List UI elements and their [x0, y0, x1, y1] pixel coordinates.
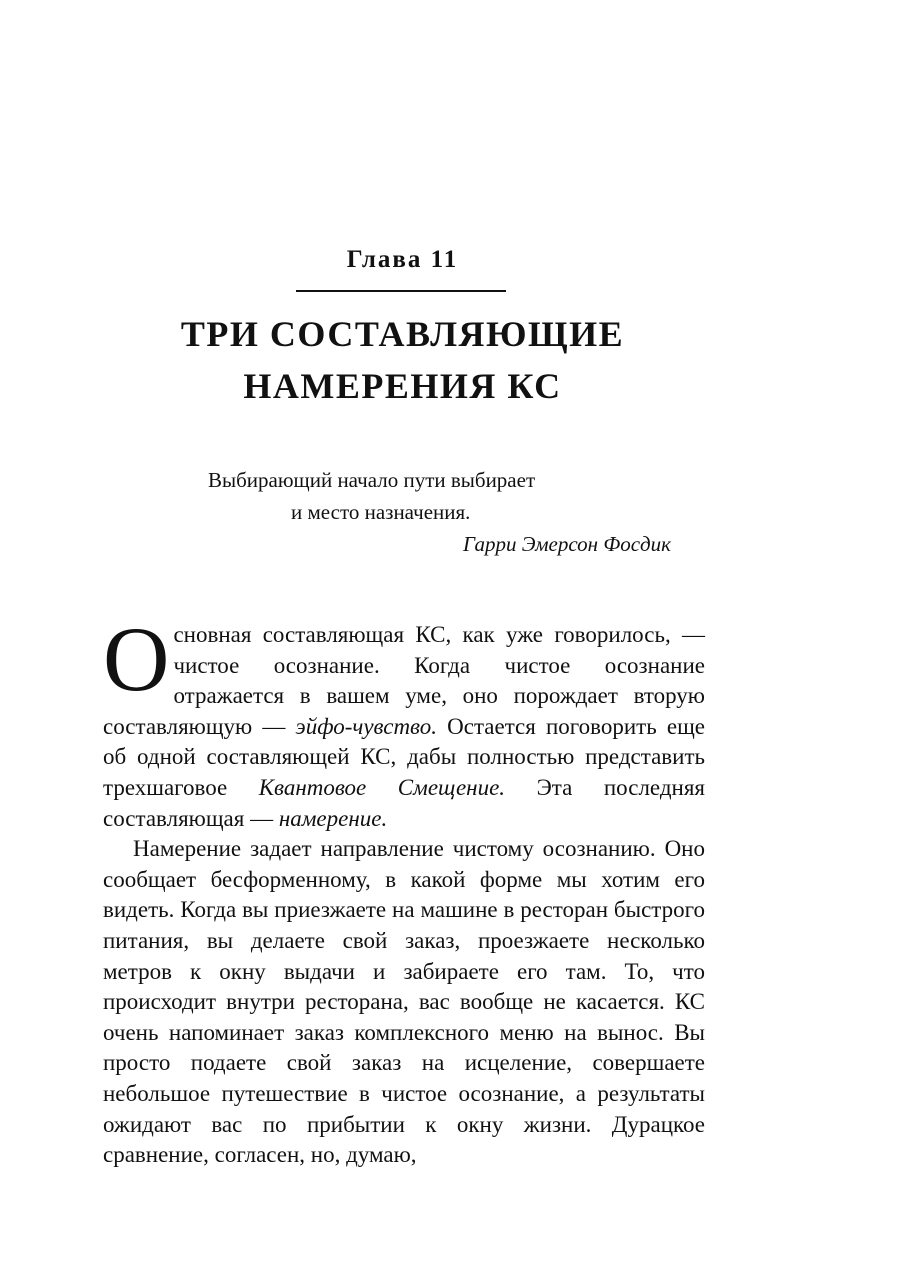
chapter-divider	[296, 290, 506, 292]
chapter-title	[0, 308, 805, 412]
paragraph-1-emphasis-b: Квантовое Смещение.	[258, 774, 506, 800]
epigraph-line-1: Выбирающий начало пути выбирает	[208, 468, 536, 492]
chapter-title-line-2: НАМЕРЕНИЯ КС	[243, 366, 562, 406]
paragraph-1-text-c: Эта последняя составляющая —	[103, 774, 705, 831]
chapter-label: Глава 11	[346, 246, 459, 273]
paragraph-1-text-a: сновная составляющая КС, как уже говорилось, — чистое осознание. Когда чистое осознание отражается в вашем уме, оно порождает вторую составляющую —	[103, 622, 705, 739]
epigraph-author: Гарри Эмерсон Фосдик	[463, 532, 671, 556]
paragraph-1-emphasis-a: эйфо-чувство.	[295, 713, 437, 739]
paragraph-1-text-b: Остается поговорить еще об одной составляющей КС, дабы полностью представить трехшаговое	[103, 713, 705, 800]
epigraph-line-2: и место назначения.	[291, 500, 471, 524]
paragraph-1-emphasis-c: намерение.	[278, 805, 388, 831]
epigraph	[208, 464, 535, 528]
drop-cap: О	[103, 608, 170, 710]
paragraph-2: Намерение задает направление чистому осознанию. Оно сообщает бесформенному, в какой форме мы хотим его видеть. Когда вы приезжаете на машине в ресторан быстрого питания, вы делаете свой заказ, проезжаете несколько метров к окну выдачи и забираете его там. То, что происходит внутри ресторана, вас вообще не касается. КС очень напоминает заказ комплексного меню на вынос. Вы просто подаете свой заказ на исцеление, совершаете небольшое путешествие в чистое осознание, а результаты ожидают вас по прибытии к окну жизни. Дурацкое сравнение, согласен, но, думаю,	[103, 836, 705, 1168]
body-text	[103, 608, 705, 1171]
paragraph-1	[103, 608, 705, 834]
chapter-title-line-1: ТРИ СОСТАВЛЯЮЩИЕ	[180, 314, 625, 354]
